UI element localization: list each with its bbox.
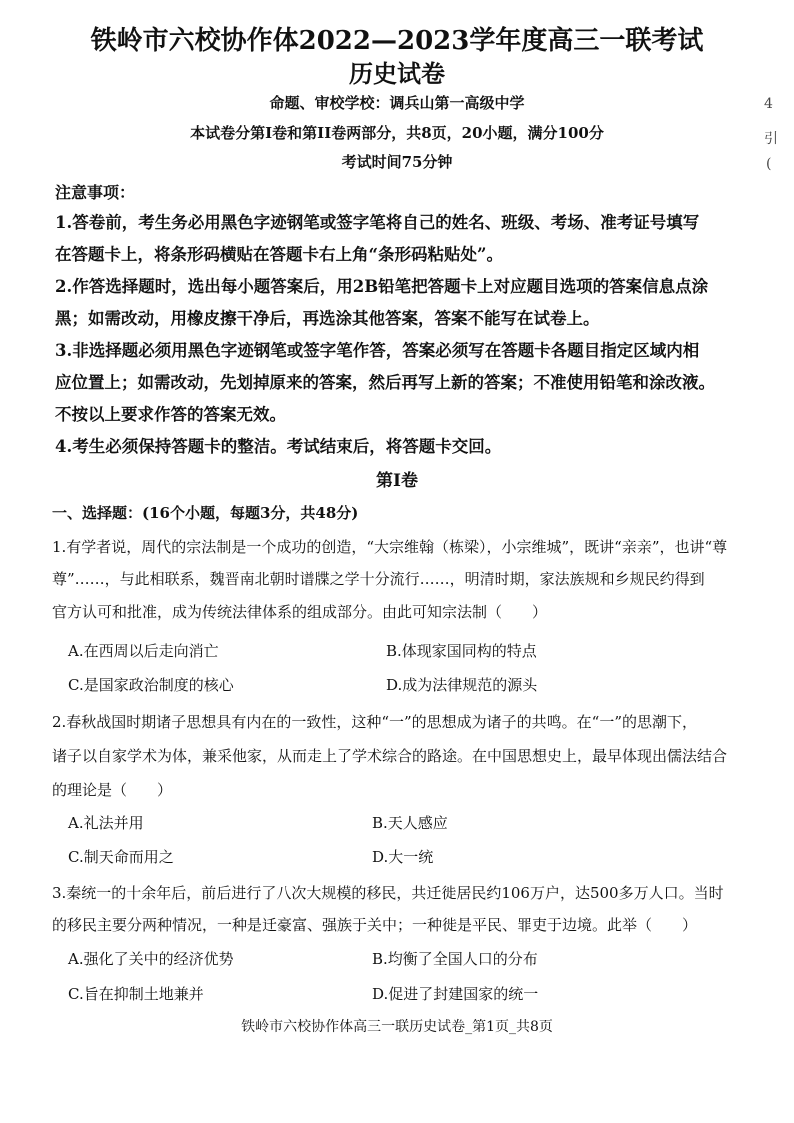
exam-title: 铁岭市六校协作体2022—2023学年度高三一联考试	[90, 26, 704, 56]
q1-option-d: D.成为法律规范的源头	[386, 676, 538, 694]
q2-option-c: C.制天命而用之	[68, 848, 174, 866]
question-1-line: 1.有学者说，周代的宗法制是一个成功的创造，“大宗维翰（栋梁），小宗维城”，既讲“亲亲”，也讲“尊	[52, 538, 728, 556]
q3-option-d: D.促进了封建国家的统一	[372, 985, 539, 1003]
notes-heading: 注意事项：	[55, 183, 136, 202]
note-line: 应位置上；如需改动，先划掉原来的答案，然后再写上新的答案；不准使用铅笔和涂改液。	[55, 373, 715, 392]
question-1-line: 尊”……，与此相联系，魏晋南北朝时谱牒之学十分流行……，明清时期，家法族规和乡规民约得到	[52, 570, 705, 588]
margin-mark: 引	[764, 131, 778, 147]
question-1-line: 官方认可和批准，成为传统法律体系的组成部分。由此可知宗法制（ ）	[52, 603, 548, 621]
margin-mark: 4	[764, 96, 773, 112]
question-3-line: 的移民主要分两种情况，一种是迁豪富、强族于关中；一种徙是平民、罪吏于边境。此举（ ）	[52, 916, 698, 934]
q1-option-b: B.体现家国同构的特点	[386, 642, 537, 660]
page-footer: 铁岭市六校协作体高三一联历史试卷_第1页_共8页	[241, 1019, 553, 1035]
question-2-line: 的理论是（ ）	[52, 781, 173, 799]
note-line: 在答题卡上，将条形码横贴在答题卡右上角“条形码粘贴处”。	[55, 245, 503, 264]
q3-option-b: B.均衡了全国人口的分布	[372, 950, 538, 968]
choice-section-heading: 一、选择题：(16个小题，每题3分，共48分)	[52, 504, 359, 522]
q3-option-c: C.旨在抑制土地兼并	[68, 985, 204, 1003]
q1-option-a: A.在西周以后走向消亡	[68, 642, 219, 660]
note-line: 3.非选择题必须用黑色字迹钢笔或签字笔作答，答案必须写在答题卡各题目指定区域内相	[55, 341, 700, 360]
note-line: 1.答卷前，考生务必用黑色字迹钢笔或签字笔将自己的姓名、班级、考场、准考证号填写	[55, 213, 700, 232]
question-3-line: 3.秦统一的十余年后，前后进行了八次大规模的移民，共迁徙居民约106万户，达500多万人口。当时	[52, 884, 724, 902]
section-title: 第Ⅰ卷	[376, 471, 418, 491]
note-line: 4.考生必须保持答题卡的整洁。考试结束后，将答题卡交回。	[55, 437, 502, 456]
time-line: 考试时间75分钟	[341, 153, 453, 171]
note-line: 黑；如需改动，用橡皮擦干净后，再选涂其他答案，答案不能写在试卷上。	[55, 309, 600, 328]
q2-option-a: A.礼法并用	[68, 814, 144, 832]
setter-line: 命题、审校学校：调兵山第一高级中学	[269, 94, 525, 112]
q3-option-a: A.强化了关中的经济优势	[68, 950, 234, 968]
question-2-line: 2.春秋战国时期诸子思想具有内在的一致性，这种“一”的思想成为诸子的共鸣。在“一”的思潮下，	[52, 713, 697, 731]
question-2-line: 诸子以自家学术为体，兼采他家，从而走上了学术综合的路途。在中国思想史上，最早体现出儒法结合	[52, 747, 728, 765]
note-line: 2.作答选择题时，选出每小题答案后，用2B铅笔把答题卡上对应题目选项的答案信息点涂	[55, 277, 709, 296]
note-line: 不按以上要求作答的答案无效。	[55, 405, 286, 424]
q2-option-b: B.天人感应	[372, 814, 448, 832]
structure-line: 本试卷分第Ⅰ卷和第II卷两部分，共8页，20小题，满分100分	[190, 124, 604, 142]
margin-mark: (	[766, 156, 772, 172]
exam-subject: 历史试卷	[349, 59, 445, 88]
q1-option-c: C.是国家政治制度的核心	[68, 676, 234, 694]
q2-option-d: D.大一统	[372, 848, 434, 866]
